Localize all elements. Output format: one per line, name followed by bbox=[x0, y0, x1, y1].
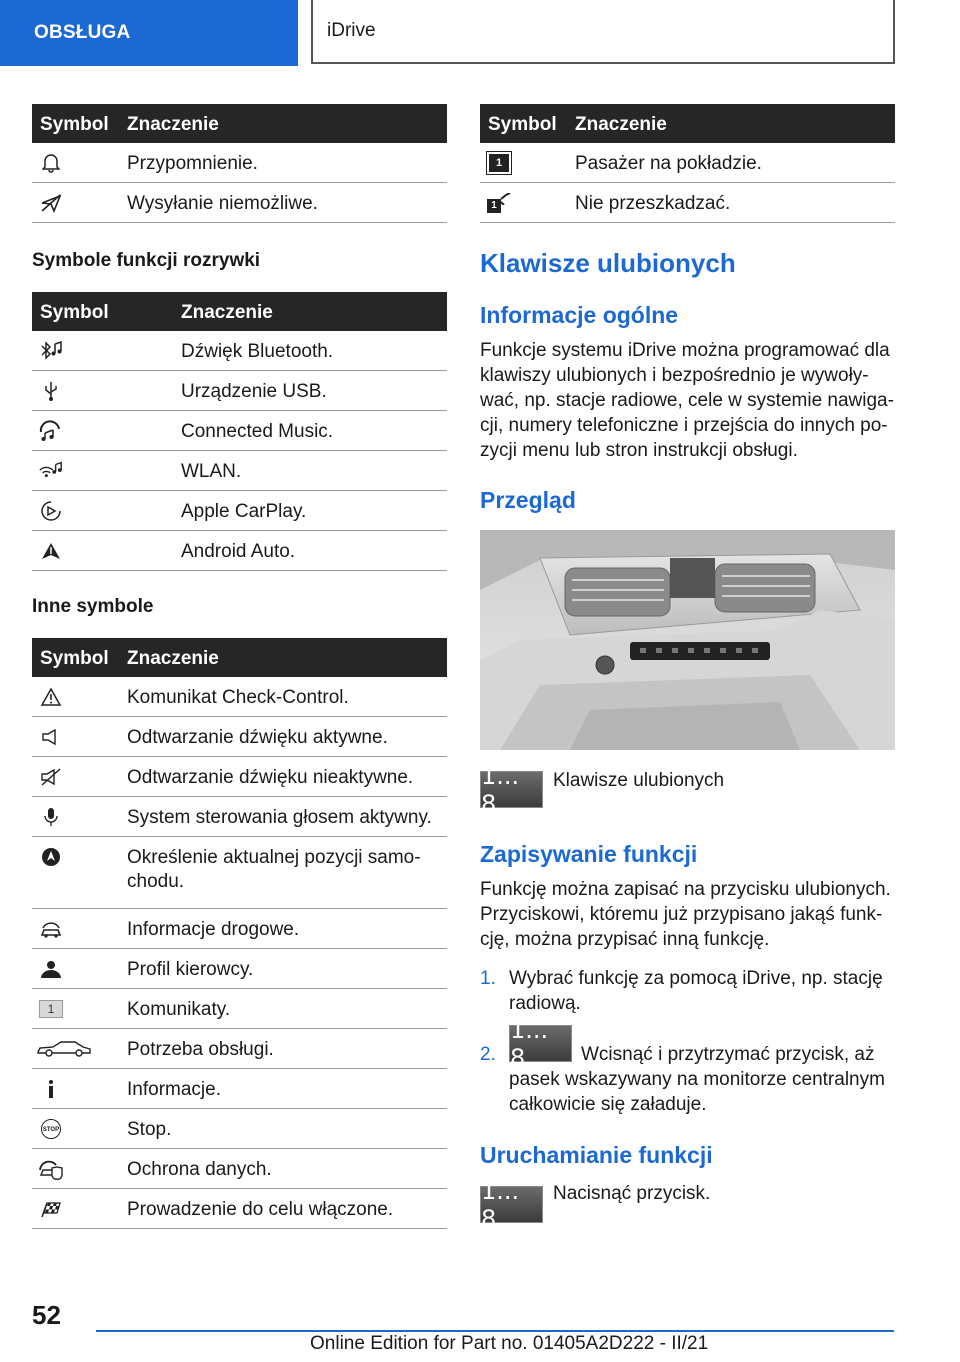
footer-edition: Online Edition for Part no. 01405A2D222 - II/21 bbox=[310, 1333, 709, 1354]
symbol-table-passenger bbox=[480, 104, 895, 223]
send-blocked-icon bbox=[38, 192, 64, 214]
speaker-icon bbox=[38, 726, 64, 748]
footer-rule bbox=[96, 1330, 894, 1332]
row-text bbox=[127, 846, 421, 894]
section-tab bbox=[0, 0, 298, 66]
favorite-buttons-symbol: 1... 8 bbox=[509, 1025, 572, 1062]
image-caption: Klawisze ulubionych bbox=[553, 770, 725, 791]
paragraph-line: wać, np. stacje radiowe, cele w systemie nawiga- bbox=[480, 390, 894, 411]
stop-icon bbox=[38, 1118, 64, 1140]
row-text: Komunikat Check-Control. bbox=[127, 687, 349, 708]
favorite-buttons-symbol: 1... 8 bbox=[480, 1186, 543, 1223]
chapter-title: iDrive bbox=[327, 20, 376, 41]
row-text: Prowadzenie do celu włączone. bbox=[127, 1199, 394, 1220]
wlan-audio-icon bbox=[38, 460, 64, 482]
symbol-table-general bbox=[32, 104, 447, 223]
step-line: radiową. bbox=[509, 993, 581, 1014]
row-text: Stop. bbox=[127, 1119, 172, 1140]
stop-icon-text: STOP bbox=[41, 1119, 61, 1139]
paragraph-line: Funkcję można zapisać na przycisku ulubionych. bbox=[480, 879, 891, 900]
service-car-icon bbox=[34, 1038, 94, 1060]
row-text: Apple CarPlay. bbox=[181, 501, 307, 522]
row-text: Connected Music. bbox=[181, 421, 334, 442]
step-number: 2. bbox=[480, 1044, 496, 1065]
paragraph-line: Funkcje systemu iDrive można programować dla bbox=[480, 340, 890, 361]
paragraph-line: klawiszy ulubionych i bezpośrednio je wywoły- bbox=[480, 365, 869, 386]
dashboard-photo bbox=[480, 530, 895, 750]
heading-general: Informacje ogólne bbox=[480, 302, 679, 328]
table-row bbox=[32, 531, 447, 571]
step-line: Wybrać funkcję za pomocą iDrive, np. stację bbox=[509, 968, 883, 989]
other-heading: Inne symbole bbox=[32, 596, 154, 617]
paragraph-line: zycji menu lub stron instrukcji obsługi. bbox=[480, 440, 798, 461]
row-text: Odtwarzanie dźwięku nieaktywne. bbox=[127, 767, 414, 788]
table-row bbox=[32, 909, 447, 949]
info-icon bbox=[38, 1078, 64, 1100]
row-text: Komunikaty. bbox=[127, 999, 231, 1020]
table-row bbox=[480, 143, 895, 183]
symbol-table-other bbox=[32, 638, 447, 1229]
favorite-buttons-symbol: 1... 8 bbox=[480, 771, 543, 808]
row-text: Dźwięk Bluetooth. bbox=[181, 341, 334, 362]
row-text: Urządzenie USB. bbox=[181, 381, 327, 402]
page-number: 52 bbox=[32, 1300, 61, 1330]
heading-save: Zapisywanie funkcji bbox=[480, 841, 698, 867]
table-row bbox=[32, 1029, 447, 1069]
driver-profile-icon bbox=[38, 958, 64, 980]
row-text: Pasażer na pokładzie. bbox=[575, 153, 762, 174]
row-text-line: chodu. bbox=[127, 871, 185, 892]
table-row bbox=[32, 183, 447, 223]
table-row bbox=[32, 491, 447, 531]
passenger-icon bbox=[486, 152, 512, 174]
symbol-table-entertainment bbox=[32, 292, 447, 571]
table-row bbox=[32, 837, 447, 909]
row-text: System sterowania głosem aktywny. bbox=[127, 807, 432, 828]
general-paragraph bbox=[480, 338, 895, 463]
row-text: Przypomnienie. bbox=[127, 153, 258, 174]
table-row bbox=[32, 717, 447, 757]
table-row bbox=[32, 143, 447, 183]
step-text bbox=[509, 1067, 899, 1117]
heading-run: Uruchamianie funkcji bbox=[480, 1142, 713, 1168]
table-row bbox=[32, 1189, 447, 1229]
table-row bbox=[32, 677, 447, 717]
col-meaning: Znaczenie bbox=[127, 648, 219, 669]
do-not-disturb-number: 1 bbox=[487, 199, 501, 213]
col-meaning: Znaczenie bbox=[181, 302, 273, 323]
row-text: Odtwarzanie dźwięku aktywne. bbox=[127, 727, 388, 748]
row-text: Potrzeba obsługi. bbox=[127, 1039, 274, 1060]
location-icon bbox=[38, 846, 64, 868]
table-row bbox=[32, 989, 447, 1029]
row-text: Android Auto. bbox=[181, 541, 296, 562]
table-header bbox=[32, 638, 447, 677]
run-text: Nacisnąć przycisk. bbox=[553, 1183, 711, 1204]
do-not-disturb-icon bbox=[486, 192, 512, 214]
step-text bbox=[509, 966, 899, 1016]
col-symbol: Symbol bbox=[40, 114, 109, 135]
table-row bbox=[32, 1109, 447, 1149]
section-title: OBSŁUGA bbox=[34, 22, 131, 43]
table-row bbox=[32, 371, 447, 411]
table-row bbox=[32, 757, 447, 797]
usb-icon bbox=[38, 380, 64, 402]
warning-icon bbox=[38, 686, 64, 708]
step-number: 1. bbox=[480, 968, 496, 989]
android-auto-icon bbox=[38, 540, 64, 562]
step-line: Wcisnąć i przytrzymać przycisk, aż bbox=[581, 1044, 875, 1065]
table-row bbox=[32, 451, 447, 491]
paragraph-line: cji, numery telefoniczne i przejścia do innych po- bbox=[480, 415, 888, 436]
row-text-line: Określenie aktualnej pozycji samo- bbox=[127, 847, 421, 868]
row-text: Ochrona danych. bbox=[127, 1159, 272, 1180]
microphone-icon bbox=[38, 806, 64, 828]
heading-overview: Przegląd bbox=[480, 487, 576, 513]
passenger-icon-number: 1 bbox=[487, 152, 511, 174]
paragraph-line: cję, można przypisać inną funkcję. bbox=[480, 929, 770, 950]
chapter-header bbox=[311, 0, 895, 64]
table-row bbox=[32, 1069, 447, 1109]
row-text: Nie przeszkadzać. bbox=[575, 193, 731, 214]
step-line: pasek wskazywany na monitorze centralnym bbox=[509, 1069, 885, 1090]
col-meaning: Znaczenie bbox=[127, 114, 219, 135]
col-symbol: Symbol bbox=[40, 648, 109, 669]
paragraph-line: Przyciskowi, któremu już przypisano jakąś funk- bbox=[480, 904, 883, 925]
table-header bbox=[32, 104, 447, 143]
speaker-muted-icon bbox=[38, 766, 64, 788]
col-meaning: Znaczenie bbox=[575, 114, 667, 135]
bell-icon bbox=[38, 152, 64, 174]
table-row bbox=[32, 331, 447, 371]
bluetooth-audio-icon bbox=[38, 340, 64, 362]
privacy-icon bbox=[38, 1158, 64, 1180]
row-text: Informacje. bbox=[127, 1079, 221, 1100]
section-title-favorites: Klawisze ulubionych bbox=[480, 248, 736, 278]
col-symbol: Symbol bbox=[488, 114, 557, 135]
table-row bbox=[32, 1149, 447, 1189]
message-icon-number: 1 bbox=[39, 1000, 63, 1018]
table-header bbox=[480, 104, 895, 143]
table-header bbox=[32, 292, 447, 331]
col-symbol: Symbol bbox=[40, 302, 109, 323]
table-row bbox=[32, 949, 447, 989]
destination-flag-icon bbox=[38, 1198, 64, 1220]
step-line: całkowicie się załaduje. bbox=[509, 1094, 707, 1115]
table-row bbox=[480, 183, 895, 223]
message-icon bbox=[38, 998, 64, 1020]
entertainment-heading: Symbole funkcji rozrywki bbox=[32, 250, 261, 271]
traffic-info-icon bbox=[38, 918, 64, 940]
row-text: WLAN. bbox=[181, 461, 242, 482]
row-text: Profil kierowcy. bbox=[127, 959, 254, 980]
row-text: Wysyłanie niemożliwe. bbox=[127, 193, 318, 214]
carplay-icon bbox=[38, 500, 64, 522]
connected-music-icon bbox=[38, 420, 64, 442]
table-row bbox=[32, 797, 447, 837]
table-row bbox=[32, 411, 447, 451]
save-paragraph bbox=[480, 877, 895, 952]
row-text: Informacje drogowe. bbox=[127, 919, 300, 940]
